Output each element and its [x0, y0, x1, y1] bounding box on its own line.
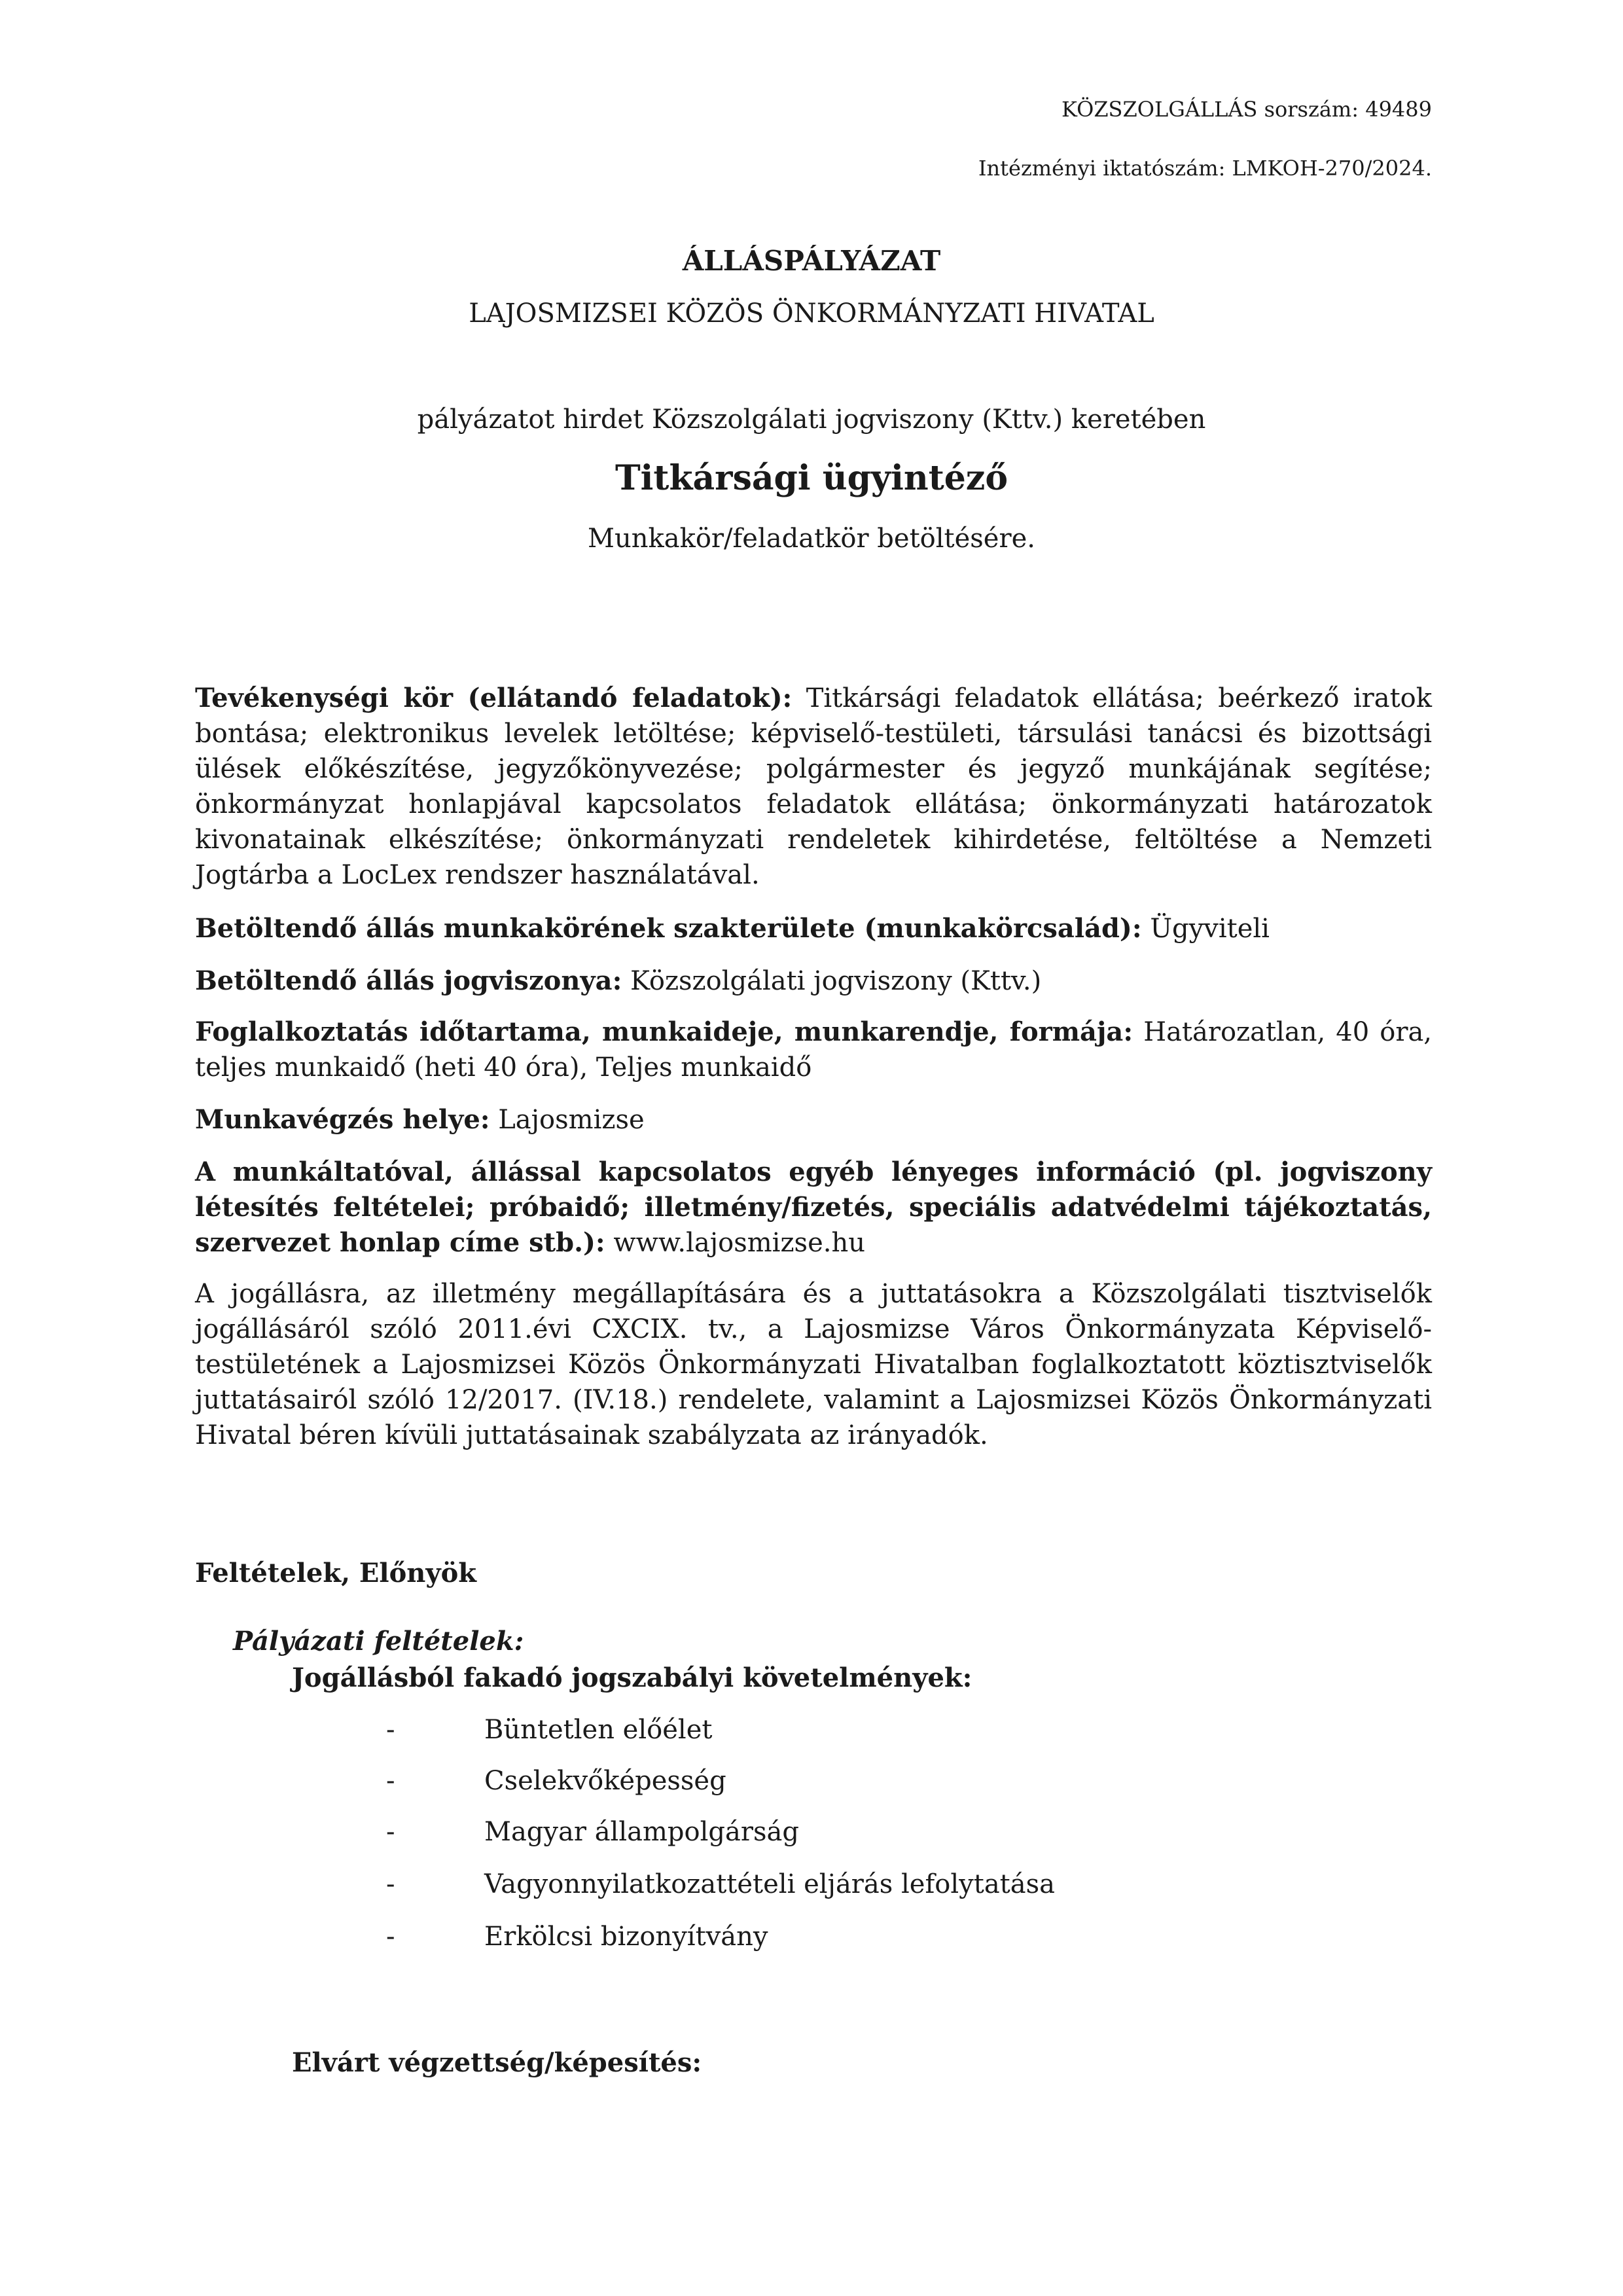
list-dash: - — [386, 1715, 395, 1745]
workplace-section — [195, 1102, 1432, 1138]
field-section — [195, 911, 1432, 946]
legal-relation-section — [195, 963, 1432, 999]
field-text: Ügyviteli — [1141, 914, 1270, 944]
requirements-heading: Jogállásból fakadó jogszabályi követelmények: — [292, 1662, 972, 1693]
employment-text: Határozatlan, 40 óra, teljes munkaidő (heti 40 óra), Teljes munkaidő — [195, 1017, 1433, 1083]
employment-label: Foglalkoztatás időtartama, munkaideje, munkarendje, formája: — [195, 1016, 1133, 1047]
field-label: Betöltendő állás munkakörének szakterülete (munkakörcsalád): — [195, 913, 1142, 944]
education-heading: Elvárt végzettség/képesítés: — [292, 2047, 702, 2078]
application-conditions-heading: Pályázati feltételek: — [233, 1626, 524, 1657]
legal-basis-paragraph: A jogállásra, az illetmény megállapítására és a juttatásokra a Közszolgálati tisztviselők jogállásáról szóló 2011.évi CXCIX. tv., a Lajosmizse Város Önkormányzata Képviselő-testületének a Lajosmizsei Közös Önkormányzati Hivatalban foglalkoztatott köztisztviselők juttatásairól szóló 12/2017. (IV.18.) rendelete, valamint a Lajosmizsei Közös Önkormányzati Hivatal béren kívüli juttatásainak szabályzata az irányadók. — [195, 1279, 1432, 1450]
list-item: Erkölcsi bizonyítvány — [484, 1922, 768, 1952]
activity-section — [195, 681, 1432, 893]
list-item: Büntetlen előélet — [484, 1715, 713, 1745]
legal-relation-label: Betöltendő állás jogviszonya: — [195, 965, 622, 996]
workplace-label: Munkavégzés helye: — [195, 1104, 490, 1135]
workplace-text: Lajosmizse — [490, 1105, 645, 1135]
list-item: Magyar állampolgárság — [484, 1817, 799, 1847]
website-link[interactable]: www.lajosmizse.hu — [605, 1228, 865, 1258]
info-label: A munkáltatóval, állással kapcsolatos egyéb lényeges információ (pl. jogviszony létesítés feltételei; próbaidő; illetmény/fizetés, speciális adatvédelmi tájékoztatás, szervezet honlap címe stb.): — [195, 1157, 1432, 1258]
registry-number: Intézményi iktatószám: LMKOH-270/2024. — [978, 156, 1432, 181]
list-dash: - — [386, 1766, 395, 1796]
document-title: ÁLLÁSPÁLYÁZAT — [682, 245, 941, 277]
list-item: Cselekvőképesség — [484, 1766, 726, 1796]
employment-section — [195, 1014, 1432, 1085]
list-item: Vagyonnyilatkozattételi eljárás lefolytatása — [484, 1869, 1055, 1899]
institution-name: LAJOSMIZSEI KÖZÖS ÖNKORMÁNYZATI HIVATAL — [469, 298, 1154, 329]
legal-relation-text: Közszolgálati jogviszony (Kttv.) — [622, 966, 1042, 996]
list-dash: - — [386, 1922, 395, 1952]
info-section — [195, 1155, 1432, 1261]
conditions-heading: Feltételek, Előnyök — [195, 1558, 476, 1588]
position-subtitle: Munkakör/feladatkör betöltésére. — [588, 524, 1035, 554]
list-dash: - — [386, 1869, 395, 1899]
announcement-line: pályázatot hirdet Közszolgálati jogviszony (Kttv.) keretében — [417, 404, 1206, 435]
serial-number: KÖZSZOLGÁLLÁS sorszám: 49489 — [1061, 97, 1432, 122]
activity-label: Tevékenységi kör (ellátandó feladatok): — [195, 683, 793, 713]
position-title: Titkársági ügyintéző — [615, 458, 1008, 498]
activity-text: Titkársági feladatok ellátása; beérkező iratok bontása; elektronikus levelek letöltése; képviselő-testületi, társulási tanácsi és bizottsági ülések előkészítése, jegyzőkönyvezése; polgármester és jegyző munkájának segítése; önkormányzat honlapjával kapcsolatos feladatok ellátása; önkormányzati határozatok kivonatainak elkészítése; önkormányzati rendeletek kihirdetése, feltöltése a Nemzeti Jogtárba a LocLex rendszer használatával. — [195, 683, 1432, 890]
list-dash: - — [386, 1817, 395, 1847]
